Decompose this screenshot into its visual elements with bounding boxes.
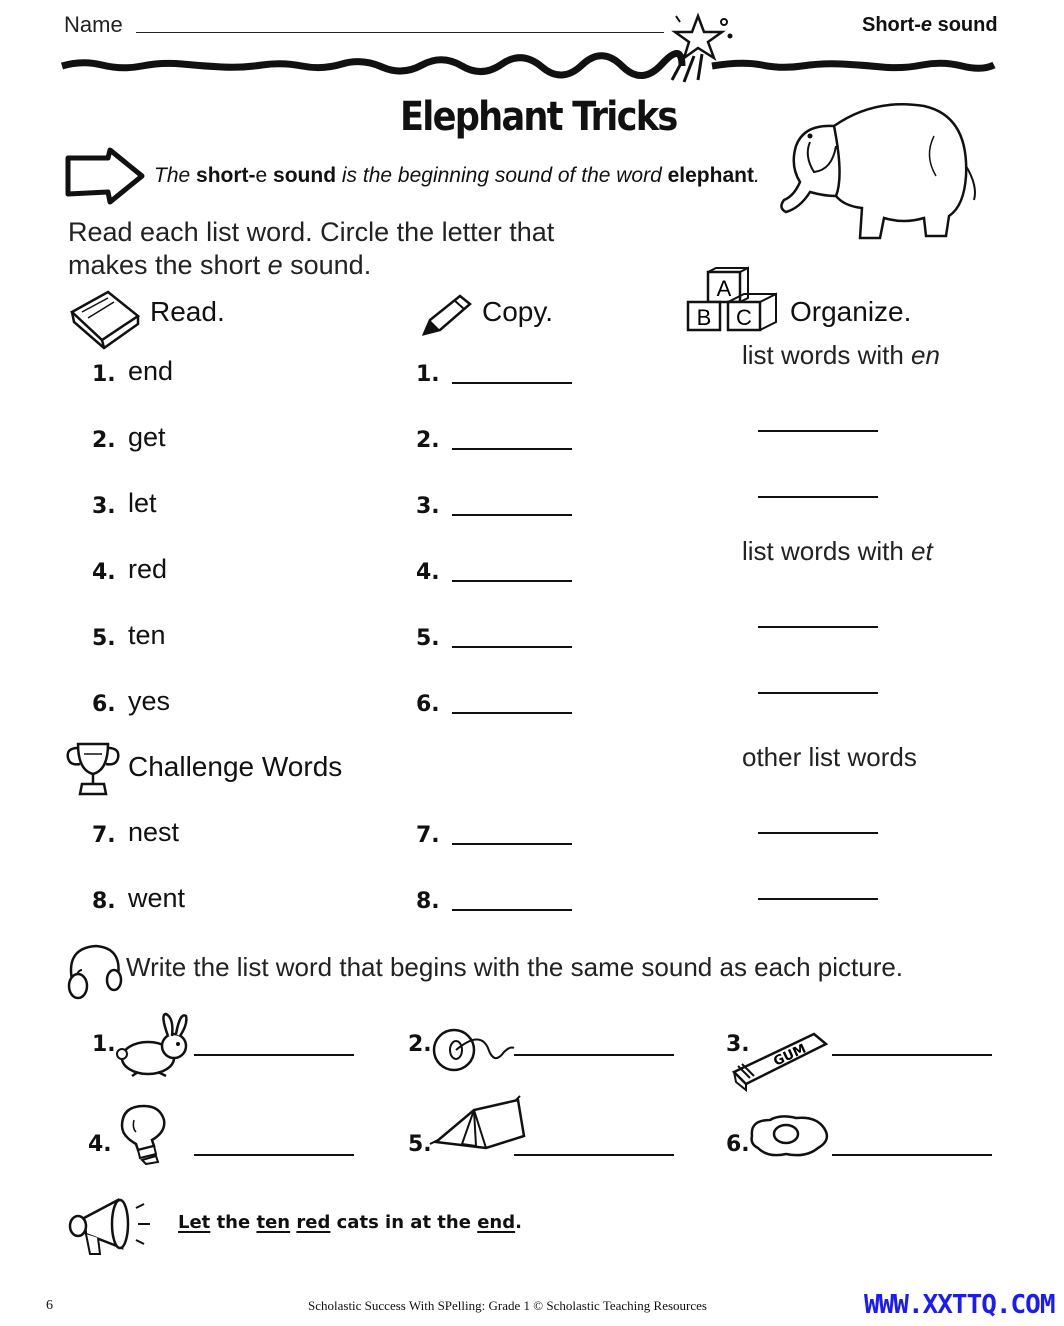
sentence-word-let: Let (178, 1212, 211, 1233)
picture-instruction: Write the list word that begins with the same sound as each picture. (126, 952, 904, 982)
challenge-word-8: went (128, 883, 186, 913)
organize-en-blank-2[interactable] (758, 496, 878, 498)
tip-sound: sound (267, 164, 337, 187)
copy-blank-1[interactable] (452, 382, 572, 384)
block-letter-b: B (696, 305, 712, 330)
gum-icon (728, 1026, 832, 1092)
organize-other-blank-2[interactable] (758, 898, 878, 900)
organize-et-label: list words with et (742, 536, 933, 566)
read-number-6: 6. (92, 692, 116, 717)
yoyo-icon (430, 1022, 516, 1082)
megaphone-icon (62, 1194, 156, 1260)
tip-e: e (255, 164, 268, 187)
read-word-5: ten (128, 620, 166, 650)
copy-blank-5[interactable] (452, 646, 572, 648)
read-number-2: 2. (92, 428, 116, 453)
picture-blank-5[interactable] (514, 1154, 674, 1156)
picture-number-1: 1. (92, 1032, 116, 1057)
picture-blank-1[interactable] (194, 1054, 354, 1056)
light-bulb-icon (116, 1102, 178, 1168)
copy-blank-3[interactable] (452, 514, 572, 516)
sentence-word-red: red (296, 1212, 331, 1233)
topic-letter: e (920, 14, 933, 36)
copy-blank-4[interactable] (452, 580, 572, 582)
copy-number-1: 1. (416, 362, 440, 387)
copy-blank-6[interactable] (452, 712, 572, 714)
tip-end: . (753, 164, 760, 187)
organize-other-label: other list words (742, 742, 917, 772)
challenge-number-8: 8. (92, 889, 116, 914)
column-read-header: Read. (150, 296, 225, 327)
sentence: Let the ten red cats in at the end. (178, 1212, 522, 1233)
topic-text: Short- (862, 14, 921, 36)
picture-blank-2[interactable] (514, 1054, 674, 1056)
read-word-2: get (128, 422, 166, 452)
sentence-word-ten: ten (256, 1212, 291, 1233)
read-word-3: let (128, 488, 157, 518)
picture-blank-6[interactable] (832, 1154, 992, 1156)
read-word-1: end (128, 356, 174, 386)
topic-label (862, 14, 998, 37)
picture-blank-4[interactable] (194, 1154, 354, 1156)
elephant-icon (774, 96, 980, 246)
name-label: Name (64, 12, 123, 37)
instruction-line-2: makes the short e sound. (68, 250, 372, 280)
read-number-4: 4. (92, 560, 116, 585)
name-field[interactable] (136, 32, 664, 33)
copy-number-7: 7. (416, 823, 440, 848)
header-divider (62, 56, 994, 76)
copy-number-2: 2. (416, 428, 440, 453)
topic-rest: sound (932, 14, 998, 36)
block-letter-a: A (716, 276, 732, 301)
tip-middle: is the beginning sound of the word (336, 164, 668, 187)
copy-number-5: 5. (416, 626, 440, 651)
picture-blank-3[interactable] (832, 1054, 992, 1056)
tip-elephant: elephant (667, 164, 754, 187)
copy-blank-8[interactable] (452, 909, 572, 911)
column-copy-header: Copy. (482, 296, 554, 327)
footer-credit: Scholastic Success With SPelling: Grade 1 © Scholastic Teaching Resources (308, 1298, 707, 1313)
challenge-title: Challenge Words (128, 751, 343, 782)
organize-en-blank-1[interactable] (758, 430, 878, 432)
block-letter-c: C (736, 305, 752, 330)
organize-en-label: list words with en (742, 340, 940, 370)
page-title: Elephant Tricks (400, 94, 677, 140)
organize-other-blank-1[interactable] (758, 832, 878, 834)
read-word-4: red (128, 554, 168, 584)
copy-number-3: 3. (416, 494, 440, 519)
headphones-icon (62, 940, 126, 1002)
copy-blank-2[interactable] (452, 448, 572, 450)
copy-blank-7[interactable] (452, 843, 572, 845)
organize-et-blank-2[interactable] (758, 692, 878, 694)
page-number: 6 (46, 1298, 53, 1313)
picture-number-5: 5. (408, 1132, 432, 1157)
sentence-word-end: end (477, 1212, 516, 1233)
book-icon (68, 286, 142, 352)
challenge-word-7: nest (128, 817, 180, 847)
instruction-line-1: Read each list word. Circle the letter that (68, 217, 555, 247)
copy-number-6: 6. (416, 692, 440, 717)
egg-icon (746, 1112, 832, 1160)
arrow-icon (64, 148, 146, 204)
trophy-icon (64, 740, 122, 798)
abc-blocks-icon (684, 266, 784, 334)
organize-et-blank-1[interactable] (758, 626, 878, 628)
picture-number-6: 6. (726, 1132, 750, 1157)
read-number-5: 5. (92, 626, 116, 651)
read-number-3: 3. (92, 494, 116, 519)
pencil-icon (416, 290, 474, 340)
column-organize-header: Organize. (790, 296, 912, 327)
tip-text (154, 164, 760, 188)
instruction (68, 216, 554, 282)
picture-number-3: 3. (726, 1032, 750, 1057)
gum-label: GUM (771, 1041, 809, 1070)
picture-number-2: 2. (408, 1032, 432, 1057)
copy-number-4: 4. (416, 560, 440, 585)
tip-short: short- (196, 164, 256, 187)
watermark[interactable]: WWW.XXTTQ.COM (864, 1290, 1055, 1320)
tip-the: The (154, 164, 197, 187)
picture-number-4: 4. (88, 1132, 112, 1157)
rabbit-icon (108, 1010, 192, 1080)
tent-icon (428, 1094, 528, 1154)
read-word-6: yes (128, 686, 171, 716)
challenge-number-7: 7. (92, 823, 116, 848)
copy-number-8: 8. (416, 889, 440, 914)
read-number-1: 1. (92, 362, 116, 387)
